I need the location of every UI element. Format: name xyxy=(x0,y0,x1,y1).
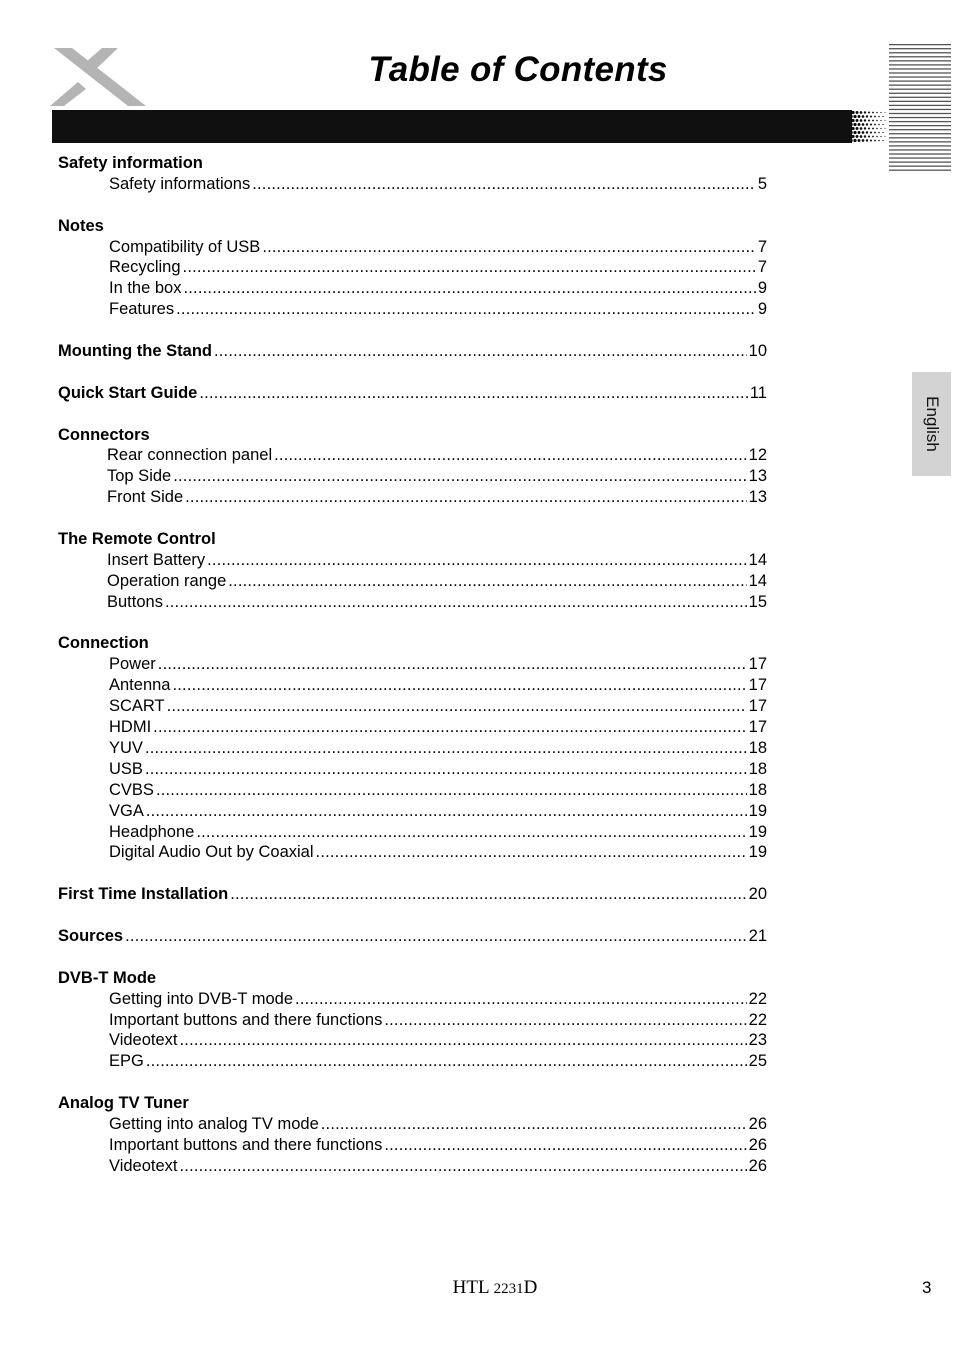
toc-entry-label: YUV xyxy=(109,738,143,757)
toc-page-number: 10 xyxy=(748,342,767,361)
toc-entry[interactable] xyxy=(58,237,767,258)
toc-entry[interactable] xyxy=(58,1135,767,1156)
toc-entry-label: Operation range xyxy=(107,571,227,590)
toc-section-heading[interactable] xyxy=(58,926,767,947)
section-gap xyxy=(58,905,767,926)
toc-entry-label: Safety informations xyxy=(109,174,251,193)
toc-page-number: 18 xyxy=(748,738,767,757)
language-tab-label: English xyxy=(922,396,942,452)
toc-entry-label: Front Side xyxy=(107,488,184,507)
dot-leader xyxy=(146,801,747,822)
section-gap xyxy=(58,863,767,884)
toc-entry-label: Videotext xyxy=(109,1156,178,1175)
dot-leader xyxy=(145,738,747,759)
header-bar xyxy=(52,110,852,143)
toc-entry-label: Getting into analog TV mode xyxy=(109,1114,319,1133)
dot-leader xyxy=(176,299,756,320)
toc-section-title: Sources xyxy=(58,926,124,945)
toc-entry-label: Important buttons and there functions xyxy=(109,1010,383,1029)
dot-leader xyxy=(262,237,756,258)
toc-entry[interactable] xyxy=(58,445,767,466)
toc-page-number: 17 xyxy=(748,655,767,674)
dot-leader xyxy=(207,550,747,571)
dot-leader xyxy=(316,842,747,863)
toc-section-heading[interactable] xyxy=(58,884,767,905)
toc-page-number: 19 xyxy=(748,801,767,820)
toc-entry-label: Antenna xyxy=(109,676,171,695)
dot-leader xyxy=(146,1051,747,1072)
toc-entry[interactable] xyxy=(58,842,767,863)
toc-entry[interactable] xyxy=(58,1030,767,1051)
toc-section-title: Mounting the Stand xyxy=(58,342,212,361)
toc-entry-label: CVBS xyxy=(109,780,154,799)
toc-page-number: 17 xyxy=(748,697,767,716)
toc-page-number: 22 xyxy=(748,1010,767,1029)
toc-entry-label: EPG xyxy=(109,1052,144,1071)
section-gap xyxy=(58,320,767,341)
toc-entry[interactable] xyxy=(58,717,767,738)
toc-entry-label: VGA xyxy=(109,801,144,820)
dot-leader xyxy=(172,675,746,696)
toc-section-heading[interactable] xyxy=(58,216,767,237)
toc-page-number: 9 xyxy=(757,279,767,298)
page-title: Table of Contents xyxy=(368,50,668,89)
table-of-contents xyxy=(58,153,767,1177)
toc-page-number: 20 xyxy=(748,885,767,904)
stripes-decoration xyxy=(889,44,951,174)
dot-leader xyxy=(384,1135,746,1156)
toc-section-title: DVB-T Mode xyxy=(58,968,157,987)
toc-section-heading[interactable] xyxy=(58,383,767,404)
toc-section-heading[interactable] xyxy=(58,633,767,654)
dot-leader xyxy=(321,1114,747,1135)
toc-section-title: Notes xyxy=(58,216,104,235)
dot-leader xyxy=(384,1010,746,1031)
toc-entry[interactable] xyxy=(58,257,767,278)
toc-entry[interactable] xyxy=(58,571,767,592)
dot-leader xyxy=(167,696,747,717)
dot-leader xyxy=(180,1030,747,1051)
footer-model: HTL 2231D xyxy=(452,1277,538,1298)
page-number: 3 xyxy=(922,1278,932,1297)
toc-entry-label: Power xyxy=(109,655,156,674)
dot-leader xyxy=(158,654,747,675)
toc-entry-label: Top Side xyxy=(107,467,172,486)
toc-page-number: 19 xyxy=(748,843,767,862)
toc-entry[interactable] xyxy=(58,989,767,1010)
toc-page-number: 7 xyxy=(757,237,767,256)
language-tab[interactable] xyxy=(912,372,951,476)
toc-entry[interactable] xyxy=(58,654,767,675)
toc-section-title: First Time Installation xyxy=(58,885,229,904)
dot-leader xyxy=(153,717,746,738)
dot-leader xyxy=(228,571,746,592)
toc-entry[interactable] xyxy=(58,299,767,320)
x-brand-logo-icon xyxy=(50,44,148,110)
toc-entry[interactable] xyxy=(58,1114,767,1135)
dot-leader xyxy=(295,989,747,1010)
toc-page-number: 17 xyxy=(748,676,767,695)
toc-page-number: 7 xyxy=(757,258,767,277)
toc-entry[interactable] xyxy=(58,1156,767,1177)
toc-entry-label: Buttons xyxy=(107,592,163,611)
toc-page-number: 14 xyxy=(748,571,767,590)
dot-leader xyxy=(156,780,747,801)
toc-page-number: 18 xyxy=(748,759,767,778)
section-gap xyxy=(58,508,767,529)
toc-page-number: 25 xyxy=(748,1052,767,1071)
toc-page-number: 12 xyxy=(748,446,767,465)
toc-page-number: 23 xyxy=(748,1031,767,1050)
toc-page-number: 15 xyxy=(748,592,767,611)
toc-entry[interactable] xyxy=(58,1051,767,1072)
dot-leader xyxy=(196,822,746,843)
toc-entry-label: In the box xyxy=(109,279,182,298)
toc-entry-label: USB xyxy=(109,759,143,778)
toc-section-title: Quick Start Guide xyxy=(58,383,198,402)
toc-section-heading[interactable] xyxy=(58,968,767,989)
toc-page-number: 9 xyxy=(757,300,767,319)
toc-section-title: Connectors xyxy=(58,425,150,444)
dot-leader xyxy=(252,174,756,195)
section-gap xyxy=(58,1072,767,1093)
toc-section-title: Analog TV Tuner xyxy=(58,1094,189,1113)
toc-entry-label: Compatibility of USB xyxy=(109,237,261,256)
toc-entry[interactable] xyxy=(58,592,767,613)
toc-section-title: The Remote Control xyxy=(58,530,216,549)
toc-section-heading[interactable] xyxy=(58,1093,767,1114)
toc-entry-label: Features xyxy=(109,300,175,319)
halftone-dots-decoration xyxy=(842,110,886,143)
section-gap xyxy=(58,947,767,968)
toc-entry[interactable] xyxy=(58,278,767,299)
section-gap xyxy=(58,404,767,425)
toc-page-number: 26 xyxy=(748,1156,767,1175)
dot-leader xyxy=(199,383,747,404)
toc-page-number: 17 xyxy=(748,718,767,737)
toc-entry-label: Getting into DVB-T mode xyxy=(109,989,294,1008)
dot-leader xyxy=(173,466,746,487)
toc-entry-label: Rear connection panel xyxy=(107,446,273,465)
toc-entry[interactable] xyxy=(58,801,767,822)
toc-entry[interactable] xyxy=(58,466,767,487)
section-gap xyxy=(58,195,767,216)
section-gap xyxy=(58,362,767,383)
toc-entry[interactable] xyxy=(58,696,767,717)
toc-entry-label: SCART xyxy=(109,697,165,716)
dot-leader xyxy=(145,759,747,780)
toc-entry-label: Important buttons and there functions xyxy=(109,1135,383,1154)
toc-page-number: 11 xyxy=(749,383,767,402)
dot-leader xyxy=(125,926,747,947)
toc-entry-label: Insert Battery xyxy=(107,550,206,569)
toc-entry[interactable] xyxy=(58,174,767,195)
dot-leader xyxy=(180,1156,747,1177)
dot-leader xyxy=(274,445,747,466)
toc-entry[interactable] xyxy=(58,759,767,780)
toc-page-number: 22 xyxy=(748,989,767,1008)
toc-section-title: Connection xyxy=(58,634,149,653)
toc-page-number: 26 xyxy=(748,1114,767,1133)
toc-entry-label: Digital Audio Out by Coaxial xyxy=(109,843,314,862)
toc-entry[interactable] xyxy=(58,780,767,801)
toc-entry[interactable] xyxy=(58,822,767,843)
toc-entry[interactable] xyxy=(58,487,767,508)
section-gap xyxy=(58,613,767,634)
toc-section-heading[interactable] xyxy=(58,529,767,550)
toc-page-number: 21 xyxy=(748,926,767,945)
toc-page-number: 5 xyxy=(757,174,767,193)
toc-entry-label: Recycling xyxy=(109,258,181,277)
toc-entry-label: Headphone xyxy=(109,822,195,841)
dot-leader xyxy=(230,884,746,905)
toc-entry[interactable] xyxy=(58,675,767,696)
dot-leader xyxy=(214,341,747,362)
toc-section-heading[interactable] xyxy=(58,153,767,174)
toc-page-number: 14 xyxy=(748,550,767,569)
toc-section-heading[interactable] xyxy=(58,341,767,362)
toc-page-number: 18 xyxy=(748,780,767,799)
toc-section-title: Safety information xyxy=(58,154,203,172)
dot-leader xyxy=(165,592,747,613)
toc-page-number: 13 xyxy=(748,467,767,486)
toc-entry-label: Videotext xyxy=(109,1031,178,1050)
dot-leader xyxy=(183,257,756,278)
dot-leader xyxy=(185,487,747,508)
toc-page-number: 26 xyxy=(748,1135,767,1154)
toc-page-number: 13 xyxy=(748,488,767,507)
toc-entry[interactable] xyxy=(58,1010,767,1031)
toc-entry-label: HDMI xyxy=(109,718,152,737)
dot-leader xyxy=(183,278,755,299)
toc-page-number: 19 xyxy=(748,822,767,841)
toc-entry[interactable] xyxy=(58,550,767,571)
toc-entry[interactable] xyxy=(58,738,767,759)
toc-section-heading[interactable] xyxy=(58,425,767,446)
